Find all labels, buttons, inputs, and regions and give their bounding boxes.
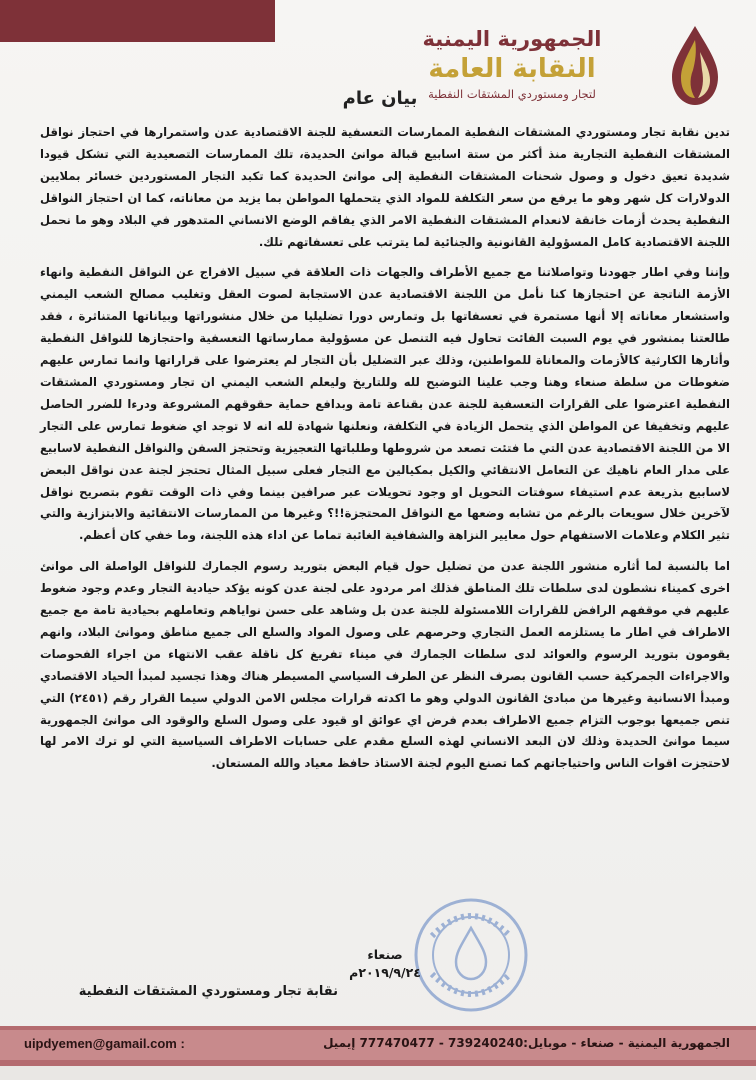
oil-drop-logo-icon — [664, 22, 726, 108]
union-subtitle: لتجار ومستوردي المشتقات النفطية — [428, 87, 596, 101]
document-title: بيان عام — [342, 88, 418, 109]
date-text: ٢٠١٩/٩/٢٤م — [349, 965, 421, 980]
header-color-band — [0, 0, 275, 42]
bottom-margin — [0, 1066, 756, 1080]
date-block — [300, 946, 470, 982]
republic-name: الجمهورية اليمنية — [422, 27, 602, 51]
footer-contact: الجمهورية اليمنية - صنعاء - موبايل:739240240 - 777470477 إيميل — [323, 1036, 730, 1050]
signature: نقابة تجار ومستوردي المشتقات النفطية — [78, 984, 338, 999]
footer-email: uipdyemen@gamail.com : — [24, 1036, 185, 1051]
document-body — [40, 122, 730, 784]
paragraph-2: وإننا وفي اطار جهودنا وتواصلاتنا مع جميع الأطراف والجهات ذات العلاقة في سبيل الافراج عن النواقل النفطية وانهاء الأزمة الناتجة عن احتجازها كنا نأمل من اللجنة الاقتصادية عدن الاستجابة لصوت العقل وتغليب مصالح الشعب اليمني واستشعار معاناته إلا أنها مستمرة في تعسفاتها بل وتمارس دورا تضليليا من خلال منشوراتها وبياناتها المتناثرة ، فقد طالعتنا بمنشور في يوم السبت الفائت تحاول فيه التنصل عن مسؤولية ممارساتها التعسفية واحتجازها للنواقل النفطية وأثارها الكارثية كالأزمات والمعاناة للمواطنين، وذلك عبر التضليل بأن التجار لم يعترضوا على قراراتها وانما تمارس عليهم ضغوطات من سلطة صنعاء وهنا وجب علينا التوضيح لله وللتاريخ وليعلم الشعب اليمني ان تجار ومستوردي المشتقات النفطية اعترضوا على القرارات التعسفية للجنة عدن بقناعة تامة وبدافع حماية حقوقهم المشروعة ودرءا للضرر الحاصل عليهم وتخفيفا عن المواطن الذي يتحمل الزيادة في التكلفة، ونعلنها شهادة لله انه لا توجد اي ضغوط تمارس على التجار الا من اللجنة الاقتصادية عدن التي ما فتئت تصعد من شروطها وطلباتها التعجيزية وتحتجز السفن والنواقل النفطية لاسابيع على مدار العام ناهيك عن التعامل الانتقائي والكيل بمكيالين مع التجار فعلى سبيل المثال تحتجز لجنة عدن نواقل البعض لاسابيع بذريعة عدم استيفاء سوفتات التحويل او وجود تحويلات عبر صرافين بينما وفي ذات الوقت تقوم بتصريح نواقل لآخرين خلال سويعات بالرغم من تشابه وضعها مع النواقل المحتجزة!!؟ وغيرها من الممارسات الانتقائية والابتزازية والتي تثير الكلام وعلامات الاستفهام حول معايير النزاهة والشفافية الغائبة تماما عن اداء هذه اللجنة، وما خفي كان أعظم. — [40, 265, 730, 543]
paragraph-3: اما بالنسبة لما أثاره منشور اللجنة عدن من تضليل حول قيام البعض بتوريد رسوم الجمارك للنواقل الواصلة الى موانئ اخرى كميناء نشطون لدى سلطات تلك المناطق فذلك امر مردود على لجنة عدن كونه يؤكد حيادية التجار وعدم وجود ضغوط عليهم في موقفهم الرافض للقرارات اللامسئولة للجنة عدن بل وشاهد على حسن نواياهم وتعاملهم بحيادية تامة مع جميع الاطراف في اطار ما يستلزمه العمل التجاري وحرصهم على وصول المواد والسلع الى جميع مناطق وموانئ البلاد، وانهم يقومون بتوريد الرسوم والعوائد لدى سلطات الجمارك في ميناء تفريغ كل ناقلة عقب الانتهاء من اجراء الفحوصات والاجراءات الجمركية حسب القانون بصرف النظر عن الطرف السياسي المسيطر هناك وهذا تجسيد لمبدأ الحياد الاقتصادي ومبدأ الانسانية وغيرها من مبادئ القانون الدولي وهو ما اكدته قرارات مجلس الامن الدولي سيما القرار رقم (٢٤٥١) التي تنص جميعها بوجوب التزام جميع الاطراف بعدم فرض اي عوائق او قيود على وصول السلع والوقود الى موانئ الجمهورية سيما موانئ الحديدة وذلك لان البعد الانساني لهذه السلع مقدم على حسابات الاطراف السياسية التي لو ترك الامر لها لاحتجزت اقوات الناس واحتياجاتهم كما تصنع اليوم لجنة الاستاذ حافظ معياد والله المستعان. — [40, 559, 730, 771]
union-name: النقابة العامة — [428, 54, 596, 84]
place-text: صنعاء — [367, 947, 403, 962]
paragraph-1: تدين نقابة تجار ومستوردي المشتقات النفطية الممارسات التعسفية للجنة الاقتصادية عدن واستمرارها في احتجاز نواقل المشتقات النفطية التجارية منذ أكثر من ستة اسابيع قبالة موانئ الحديدة، تلك الممارسات التصعيدية التي تشكل قيودا شديدة تعيق دخول و وصول شحنات المشتقات النفطية إلى موانئ الحديدة كما تكبد التجار المستوردين خسائر بملايين الدولارات كل شهر وهو ما يرفع من سعر التكلفة للمواد الذي يتحملها المواطن بما يزيد من معاناته، كما ان احتجاز النواقل النفطية يحدث أزمات خانقة لانعدام المشتقات النفطية الامر الذي يفاقم الوضع الانساني المتدهور في البلاد وهو ما نحمل اللجنة الاقتصادية كامل المسؤولية القانونية والجنائية لما يترتب على تعسفاتهم تلك. — [40, 125, 730, 249]
